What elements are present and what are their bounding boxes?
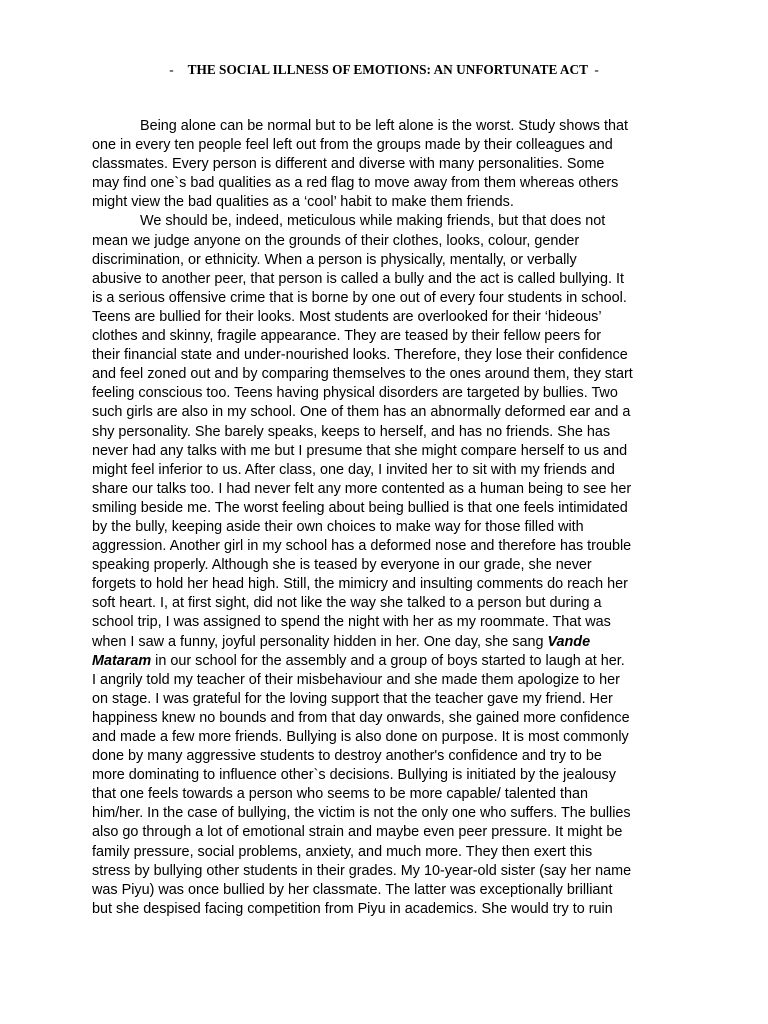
paragraph-line: that one feels towards a person who seems to be more capable/ talented than bbox=[92, 786, 588, 803]
document-title bbox=[0, 60, 768, 80]
line-text: in our school for the assembly and a group of boys started to laugh at her. bbox=[151, 652, 625, 669]
paragraph-line: forgets to hold her head high. Still, the mimicry and insulting comments do reach her bbox=[92, 576, 628, 593]
paragraph-line: stress by bullying other students in their grades. My 10-year-old sister (say her name bbox=[92, 862, 632, 879]
paragraph-line: him/her. In the case of bullying, the victim is not the only one who suffers. The bullies bbox=[92, 805, 631, 822]
paragraph-line: might view the bad qualities as a ‘cool’ habit to make them friends. bbox=[92, 194, 514, 211]
paragraph-line: shy personality. She barely speaks, keeps to herself, and has no friends. She has bbox=[92, 423, 611, 440]
paragraph-line: happiness knew no bounds and from that day onwards, she gained more confidence bbox=[92, 709, 630, 726]
paragraph-line: and made a few more friends. Bullying is also done on purpose. It is most commonly bbox=[92, 729, 629, 745]
title-dash-right: - bbox=[594, 62, 599, 77]
paragraph-line: by the bully, keeping aside their own choices to make way for those filled with bbox=[92, 518, 584, 535]
paragraph-line: feeling conscious too. Teens having physical disorders are targeted by bullies. Two bbox=[92, 385, 618, 402]
paragraph-line: more dominating to influence other`s decisions. Bullying is initiated by the jealousy bbox=[92, 767, 616, 784]
song-title-emphasis: Mataram bbox=[92, 652, 152, 669]
paragraph-line: We should be, indeed, meticulous while making friends, but that does not bbox=[140, 213, 606, 230]
paragraph-line: discrimination, or ethnicity. When a person is physically, mentally, or verbally bbox=[92, 251, 577, 268]
paragraph-line: was Piyu) was once bullied by her classmate. The latter was exceptionally brilliant bbox=[92, 881, 613, 898]
paragraph-line: mean we judge anyone on the grounds of their clothes, looks, colour, gender bbox=[92, 232, 580, 249]
paragraph-line: is a serious offensive crime that is borne by one out of every four students in school. bbox=[92, 289, 627, 306]
paragraph-line: classmates. Every person is different and diverse with many personalities. Some bbox=[92, 156, 605, 173]
paragraph-line: abusive to another peer, that person is called a bully and the act is called bullying. It bbox=[92, 270, 624, 287]
paragraph-line: share our talks too. I had never felt any more contented as a human being to see her bbox=[92, 480, 632, 497]
title-text: THE SOCIAL ILLNESS OF EMOTIONS: AN UNFORTUNATE ACT bbox=[187, 62, 589, 77]
paragraph-line: might feel inferior to us. After class, one day, I invited her to sit with my friends and bbox=[92, 461, 615, 478]
paragraph-line: done by many aggressive students to destroy another's confidence and try to be bbox=[92, 748, 602, 765]
paragraph-line: speaking properly. Although she is teased by everyone in our grade, she never bbox=[92, 557, 592, 574]
paragraph-line: also go through a lot of emotional strain and maybe even peer pressure. It might be bbox=[92, 824, 623, 841]
song-title-emphasis: Vande bbox=[547, 633, 591, 650]
paragraph-line: Being alone can be normal but to be left alone is the worst. Study shows that bbox=[140, 118, 628, 134]
paragraph-line: clothes and skinny, fragile appearance. They are teased by their fellow peers for bbox=[92, 328, 602, 345]
paragraph-line: school trip, I was assigned to spend the night with her as my roommate. That was bbox=[92, 614, 611, 631]
paragraph-line: may find one`s bad qualities as a red flag to move away from them whereas others bbox=[92, 175, 619, 192]
paragraph-line: family pressure, social problems, anxiety, and much more. They then exert this bbox=[92, 843, 593, 860]
paragraph-line: but she despised facing competition from Piyu in academics. She would try to ruin bbox=[92, 900, 613, 917]
paragraph-line: aggression. Another girl in my school has a deformed nose and therefore has trouble bbox=[92, 538, 632, 555]
paragraph-line bbox=[92, 633, 692, 652]
line-text: when I saw a funny, joyful personality hidden in her. One day, she sang bbox=[92, 633, 548, 650]
paragraph-line: I angrily told my teacher of their misbehaviour and she made them apologize to her bbox=[92, 671, 620, 688]
paragraph-line: soft heart. I, at first sight, did not like the way she talked to a person but during a bbox=[92, 595, 602, 612]
paragraph-line: smiling beside me. The worst feeling about being bullied is that one feels intimidated bbox=[92, 499, 628, 516]
paragraph-line: one in every ten people feel left out from the groups made by their colleagues and bbox=[92, 137, 613, 154]
paragraph-line: Teens are bullied for their looks. Most students are overlooked for their ‘hideous’ bbox=[92, 308, 602, 325]
paragraph-line: their financial state and under-nourished looks. Therefore, they lose their confidence bbox=[92, 347, 628, 364]
title-dash-left: - bbox=[169, 62, 174, 77]
paragraph-line: and feel zoned out and by comparing themselves to the ones around them, they start bbox=[92, 366, 633, 383]
paragraph-line bbox=[92, 652, 692, 671]
paragraph-line: such girls are also in my school. One of them has an abnormally deformed ear and a bbox=[92, 404, 631, 421]
paragraph-line: on stage. I was grateful for the loving support that the teacher gave my friend. Her bbox=[92, 690, 613, 707]
paragraph-line: never had any talks with me but I presume that she might compare herself to us and bbox=[92, 442, 628, 459]
document-body bbox=[92, 117, 692, 919]
